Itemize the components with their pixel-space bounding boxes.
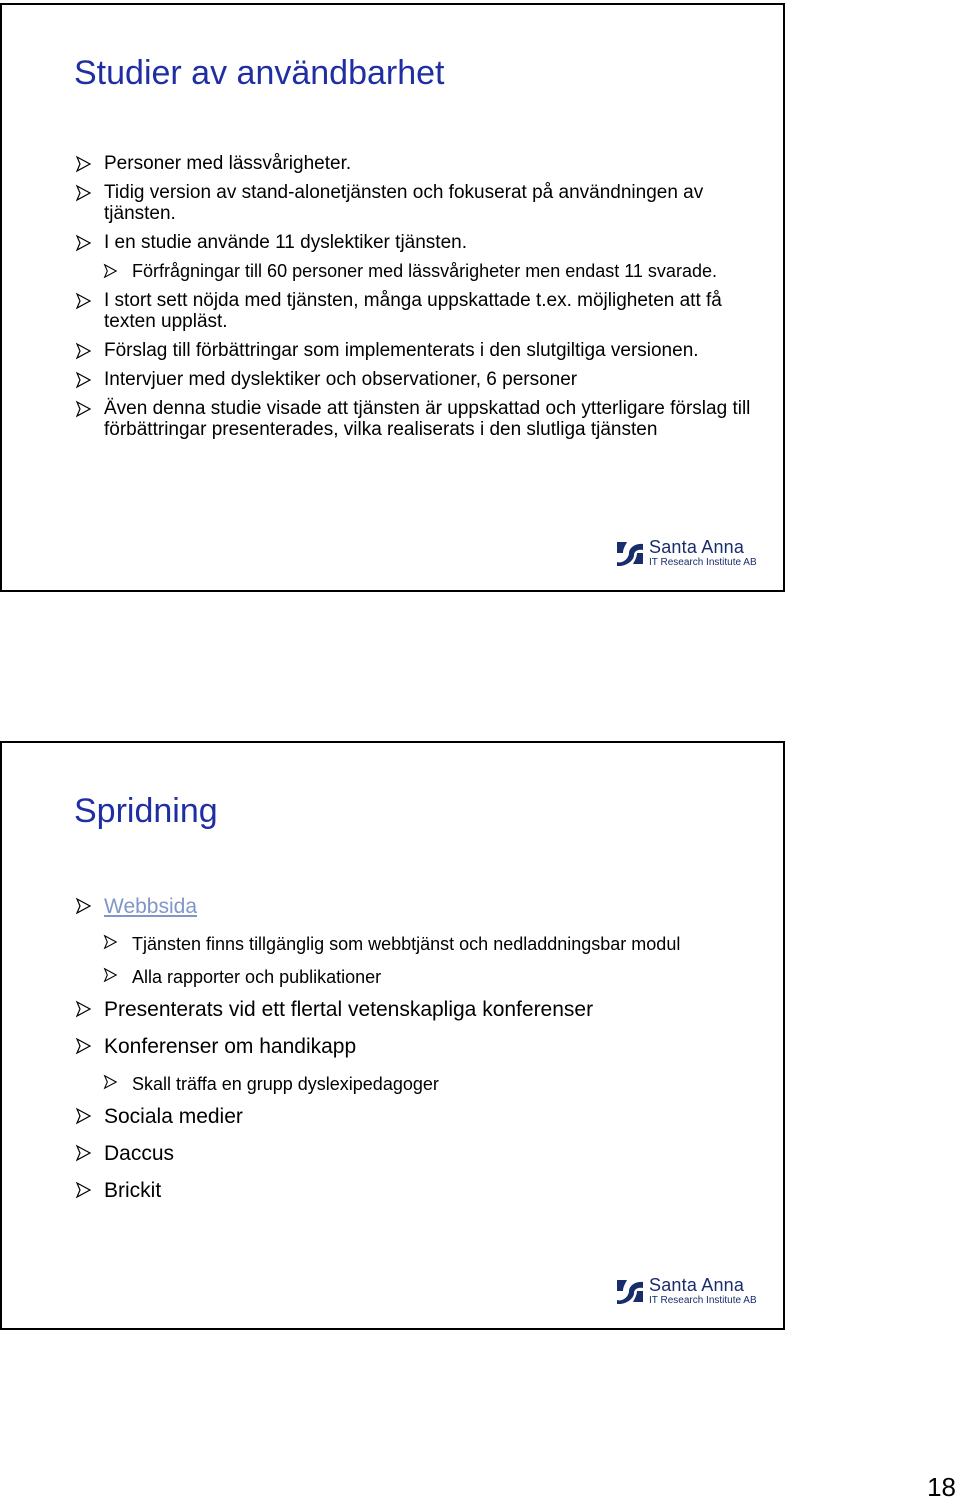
arrowhead-icon — [74, 371, 92, 389]
santa-anna-logo — [615, 538, 765, 572]
bullet-text: Förslag till förbättringar som implementerats i den slutgiltiga versionen. — [104, 340, 699, 361]
bullet-text: Presenterats vid ett flertal vetenskapliga konferenser — [104, 998, 594, 1021]
arrowhead-icon — [102, 1074, 120, 1092]
bullet-item — [74, 182, 764, 224]
page-number: 18 — [927, 1472, 956, 1502]
logo-subtitle: IT Research Institute AB — [649, 557, 757, 568]
arrowhead-icon — [74, 1037, 92, 1055]
sub-bullet-item — [74, 1072, 764, 1096]
slide-title: Spridning — [74, 792, 218, 830]
arrowhead-icon — [74, 184, 92, 202]
arrowhead-icon — [74, 292, 92, 310]
arrowhead-icon — [74, 1144, 92, 1162]
bullet-item — [74, 895, 764, 919]
arrowhead-icon — [74, 400, 92, 418]
bullet-text: Även denna studie visade att tjänsten är uppskattad och ytterligare förslag till förbättringar presenterades, vilka realiserats i den slutliga tjänsten — [104, 398, 751, 440]
slide-studier — [0, 3, 785, 592]
arrowhead-icon — [102, 967, 120, 985]
santa-anna-logo — [615, 1276, 765, 1310]
bullet-item — [74, 290, 764, 332]
bullet-item — [74, 1105, 764, 1129]
bullet-text: Intervjuer med dyslektiker och observationer, 6 personer — [104, 369, 578, 390]
bullet-text: Skall träffa en grupp dyslexipedagoger — [132, 1074, 439, 1094]
slide-spridning — [0, 741, 785, 1330]
santa-anna-logo-icon — [615, 1278, 645, 1304]
bullet-text: Alla rapporter och publikationer — [132, 967, 382, 987]
bullet-item — [74, 998, 764, 1022]
santa-anna-logo-icon — [615, 540, 645, 566]
bullet-item — [74, 1142, 764, 1166]
arrowhead-icon — [102, 263, 120, 281]
arrowhead-icon — [74, 897, 92, 915]
sub-bullet-item — [74, 965, 764, 989]
bullet-list — [74, 153, 764, 448]
bullet-item — [74, 369, 764, 390]
arrowhead-icon — [74, 155, 92, 173]
bullet-item — [74, 340, 764, 361]
bullet-text: Brickit — [104, 1179, 162, 1202]
bullet-item — [74, 1179, 764, 1203]
bullet-text: Förfrågningar till 60 personer med lässvårigheter men endast 11 svarade. — [132, 261, 717, 281]
arrowhead-icon — [102, 934, 120, 952]
logo-name: Santa Anna — [649, 1275, 745, 1295]
bullet-list — [74, 895, 764, 1216]
webbsida-link[interactable]: Webbsida — [104, 895, 198, 918]
sub-bullet-item — [74, 261, 764, 282]
bullet-text: Daccus — [104, 1142, 175, 1165]
bullet-item — [74, 153, 764, 174]
sub-bullet-item — [74, 932, 764, 956]
arrowhead-icon — [74, 1107, 92, 1125]
bullet-item — [74, 232, 764, 253]
bullet-text: Tjänsten finns tillgänglig som webbtjänst och nedladdningsbar modul — [132, 934, 681, 954]
logo-subtitle: IT Research Institute AB — [649, 1295, 757, 1306]
bullet-text: Sociala medier — [104, 1105, 243, 1128]
bullet-text: Konferenser om handikapp — [104, 1035, 357, 1058]
arrowhead-icon — [74, 1181, 92, 1199]
arrowhead-icon — [74, 1000, 92, 1018]
bullet-text: I stort sett nöjda med tjänsten, många uppskattade t.ex. möjligheten att få texten uppläst. — [104, 290, 722, 332]
bullet-text: Personer med lässvårigheter. — [104, 153, 352, 174]
arrowhead-icon — [74, 342, 92, 360]
arrowhead-icon — [74, 234, 92, 252]
bullet-text: Tidig version av stand-alonetjänsten och fokuserat på användningen av tjänsten. — [104, 182, 704, 224]
bullet-item — [74, 398, 764, 440]
slide-title: Studier av användbarhet — [74, 54, 445, 92]
bullet-text: I en studie använde 11 dyslektiker tjänsten. — [104, 232, 467, 253]
bullet-item — [74, 1035, 764, 1059]
logo-name: Santa Anna — [649, 537, 745, 557]
